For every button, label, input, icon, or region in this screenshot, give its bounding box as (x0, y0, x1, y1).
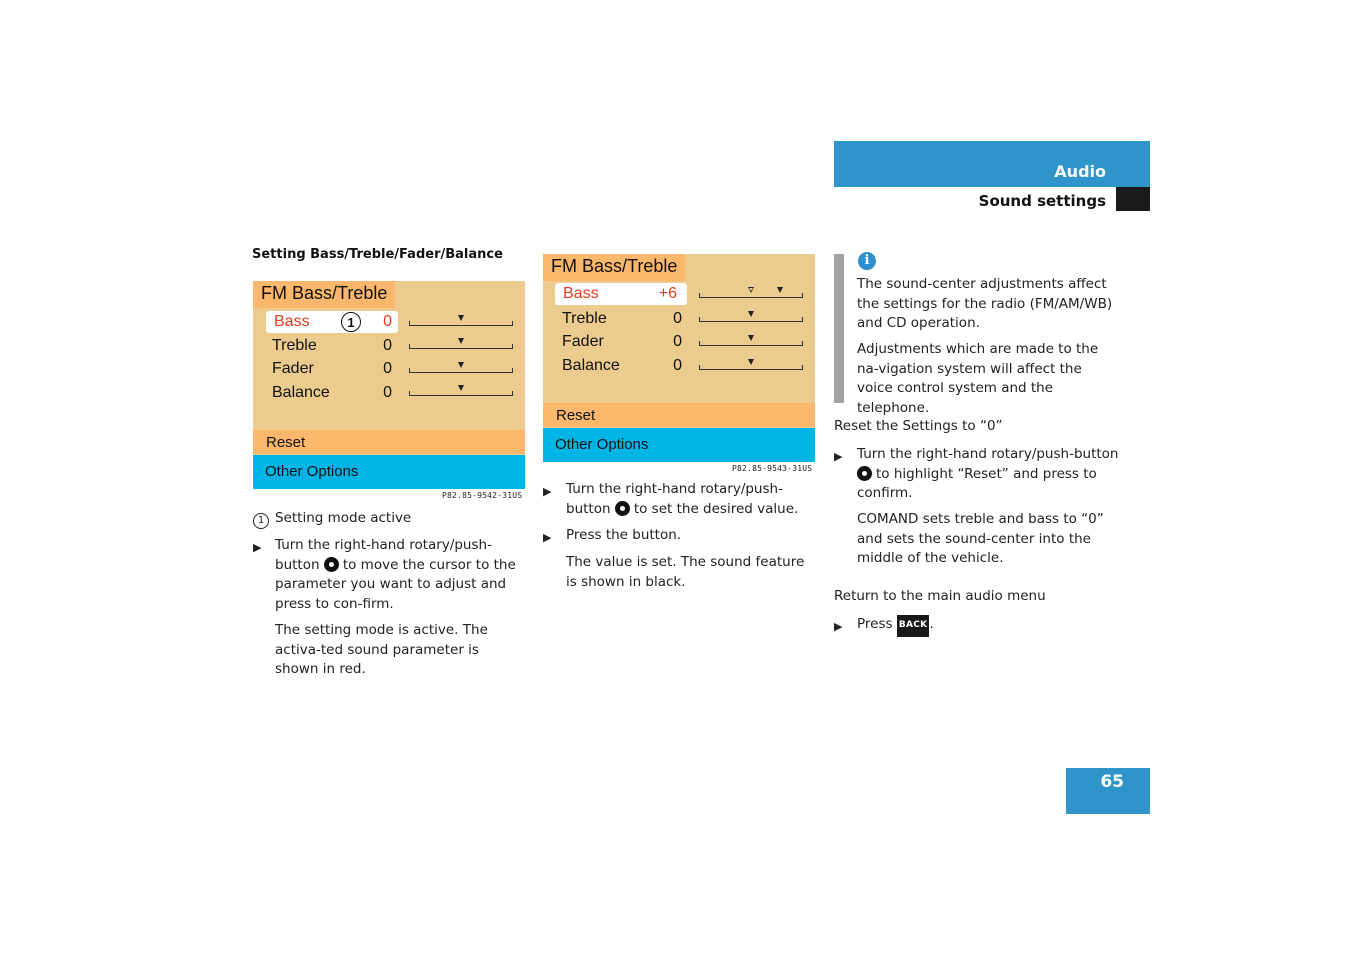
step-text: Press (857, 616, 893, 632)
rotary-button-icon (857, 466, 872, 481)
back-button-icon: BACK (897, 615, 930, 637)
other-options-menu-item: Other Options (543, 428, 815, 462)
bullet-arrow-icon: ▶ (834, 450, 843, 463)
row-label: Treble (272, 337, 317, 354)
treble-slider-track (409, 338, 513, 349)
screen-image-1 (253, 281, 525, 489)
step-result: The setting mode is active. The activa-ted sound parameter is shown in red. (275, 622, 488, 677)
row-label: Balance (272, 384, 330, 401)
row-label: Fader (562, 333, 604, 350)
reset-heading: Reset the Settings to “0” (834, 418, 1003, 434)
section-header (834, 141, 1150, 187)
legend-text: Setting mode active (275, 510, 412, 526)
section-title: Audio (1054, 162, 1106, 181)
slider-marker (458, 338, 464, 344)
screen-title: FM Bass/Treble (253, 281, 395, 308)
row-label: Balance (562, 357, 620, 374)
screen-title: FM Bass/Treble (543, 254, 685, 281)
row-label: Bass (563, 285, 599, 302)
screen-image-2 (543, 254, 815, 462)
slider-previous-marker (748, 287, 754, 293)
row-fader (264, 358, 404, 380)
return-heading: Return to the main audio menu (834, 588, 1046, 604)
row-value: 0 (673, 333, 682, 350)
step-result: The value is set. The sound feature is shown in black. (566, 554, 805, 590)
rotary-button-icon (324, 557, 339, 572)
info-paragraph-2: Adjustments which are made to the na-vigation system will affect the voice control system and the telephone. (857, 341, 1099, 416)
bass-slider-track (699, 287, 803, 298)
subsection-title: Sound settings (978, 192, 1106, 210)
row-label: Treble (562, 310, 607, 327)
legend-number: 1 (253, 513, 269, 529)
row-label: Fader (272, 360, 314, 377)
row-label: Bass (274, 313, 310, 330)
section-heading: Setting Bass/Treble/Fader/Balance (252, 247, 503, 262)
instruction-step-2: Press the button. (566, 527, 682, 543)
reset-menu-item: Reset (543, 403, 815, 427)
step-text: Turn the right-hand rotary/push-button (566, 481, 783, 517)
slider-marker (748, 335, 754, 341)
bass-slider-track (409, 315, 513, 326)
step-text: Turn the right-hand rotary/push-button (857, 446, 1119, 462)
slider-marker (458, 315, 464, 321)
row-value: 0 (383, 337, 392, 354)
row-bass (266, 311, 398, 333)
bullet-arrow-icon: ▶ (834, 620, 843, 633)
rotary-button-icon (615, 501, 630, 516)
page-number: 65 (1100, 772, 1124, 792)
info-icon: i (858, 252, 876, 270)
step-result: COMAND sets treble and bass to “0” and sets the sound-center into the middle of the vehicle. (857, 511, 1104, 566)
row-treble (554, 308, 694, 330)
bullet-arrow-icon: ▶ (543, 531, 552, 544)
page-number-box (1066, 768, 1150, 814)
step-text-cont: to highlight “Reset” and press to confirm. (857, 465, 1097, 501)
info-sidebar-bar (834, 254, 844, 403)
instruction-step (857, 615, 1119, 637)
slider-marker (748, 311, 754, 317)
row-balance (554, 355, 694, 377)
fader-slider-track (699, 335, 803, 346)
header-marker-block (1116, 187, 1150, 211)
reset-menu-item: Reset (253, 430, 525, 454)
bullet-arrow-icon: ▶ (253, 541, 262, 554)
row-value: 0 (383, 384, 392, 401)
info-paragraph-1: The sound-center adjustments affect the settings for the radio (FM/AM/WB) and CD operation. (857, 276, 1113, 331)
step-text-end: . (929, 616, 934, 632)
row-value: +6 (658, 285, 677, 302)
step-text: Turn the right-hand rotary/push-button (275, 537, 492, 573)
balance-slider-track (699, 359, 803, 370)
slider-marker (458, 362, 464, 368)
treble-slider-track (699, 311, 803, 322)
slider-marker (458, 385, 464, 391)
balance-slider-track (409, 385, 513, 396)
callout-marker: 1 (341, 312, 361, 332)
row-value: 0 (673, 357, 682, 374)
row-balance (264, 382, 404, 404)
row-value: 0 (383, 360, 392, 377)
figure-code: P82.85-9542-31US (442, 491, 523, 500)
row-fader (554, 331, 694, 353)
instruction-step (566, 480, 816, 519)
other-options-menu-item: Other Options (253, 455, 525, 489)
row-value: 0 (383, 313, 392, 330)
step-text-cont: to set the desired value. (633, 500, 799, 517)
row-value: 0 (673, 310, 682, 327)
instruction-step (857, 445, 1119, 504)
step-text-cont: to move the cursor to the parameter you want to adjust and press to con-firm. (275, 556, 516, 612)
fader-slider-track (409, 362, 513, 373)
figure-code: P82.85-9543-31US (732, 464, 813, 473)
bullet-arrow-icon: ▶ (543, 485, 552, 498)
row-treble (264, 335, 404, 357)
slider-marker (777, 287, 783, 293)
legend-item (253, 509, 525, 529)
instruction-step (275, 536, 525, 614)
slider-marker (748, 359, 754, 365)
row-bass (555, 283, 687, 305)
